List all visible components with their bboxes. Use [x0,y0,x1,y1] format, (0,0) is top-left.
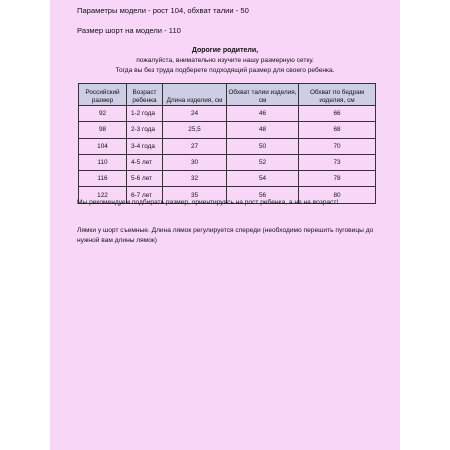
cell-hips: 80 [299,187,376,203]
table-row [79,122,376,138]
cell-length: 25,5 [163,122,227,138]
cell-waist: 54 [227,171,299,187]
cell-hips: 78 [299,171,376,187]
cell-waist: 52 [227,154,299,170]
cell-size: 92 [79,106,127,122]
header-length: Длина изделия, см [163,84,227,106]
cell-waist: 50 [227,138,299,154]
cell-age: 1-2 года [127,106,163,122]
cell-age: 6-7 лет [127,187,163,203]
header-waist: Обхват талии изделия, см [227,84,299,106]
intro-line-1: пожалуйста, внимательно изучите нашу размерную сетку. [136,57,314,64]
model-shorts-size: Размер шорт на модели - 110 [77,26,181,35]
cell-length: 24 [163,106,227,122]
cell-hips: 66 [299,106,376,122]
table-row [79,106,376,122]
cell-waist: 46 [227,106,299,122]
table-row [79,171,376,187]
intro-greeting: Дорогие родители, [191,47,259,54]
cell-size: 116 [79,171,127,187]
cell-hips: 73 [299,154,376,170]
size-chart-page [50,0,400,450]
header-hips: Обхват по бедрам изделия, см [299,84,376,106]
cell-length: 27 [163,138,227,154]
cell-age: 3-4 года [127,138,163,154]
cell-length: 30 [163,154,227,170]
cell-age: 2-3 года [127,122,163,138]
cell-waist: 56 [227,187,299,203]
cell-size: 104 [79,138,127,154]
cell-age: 5-6 лет [127,171,163,187]
cell-hips: 70 [299,138,376,154]
model-params: Параметры модели - рост 104, обхват талии - 50 [77,6,249,15]
header-child-age: Возраст ребенка [127,84,163,106]
cell-age: 4-5 лет [127,154,163,170]
cell-size: 98 [79,122,127,138]
cell-size: 110 [79,154,127,170]
table-header-row [79,84,376,106]
cell-size: 122 [79,187,127,203]
size-table [78,83,376,204]
table-row [79,138,376,154]
table-row [79,154,376,170]
recommendation-note: Мы рекомендуем подбирать размер, ориентируясь на рост ребенка, а не на возраст! [77,199,339,206]
straps-note: Лямки у шорт съемные. Длина лямок регулируется спереди (необходимо перешить пуговицы до нужной вам длины лямок) [77,227,374,244]
cell-length: 35 [163,187,227,203]
cell-waist: 48 [227,122,299,138]
intro-line-2: Тогда вы без труда подберете подходящий размер для своего ребенка. [115,67,335,74]
cell-hips: 68 [299,122,376,138]
header-russian-size: Российский размер [79,84,127,106]
cell-length: 32 [163,171,227,187]
